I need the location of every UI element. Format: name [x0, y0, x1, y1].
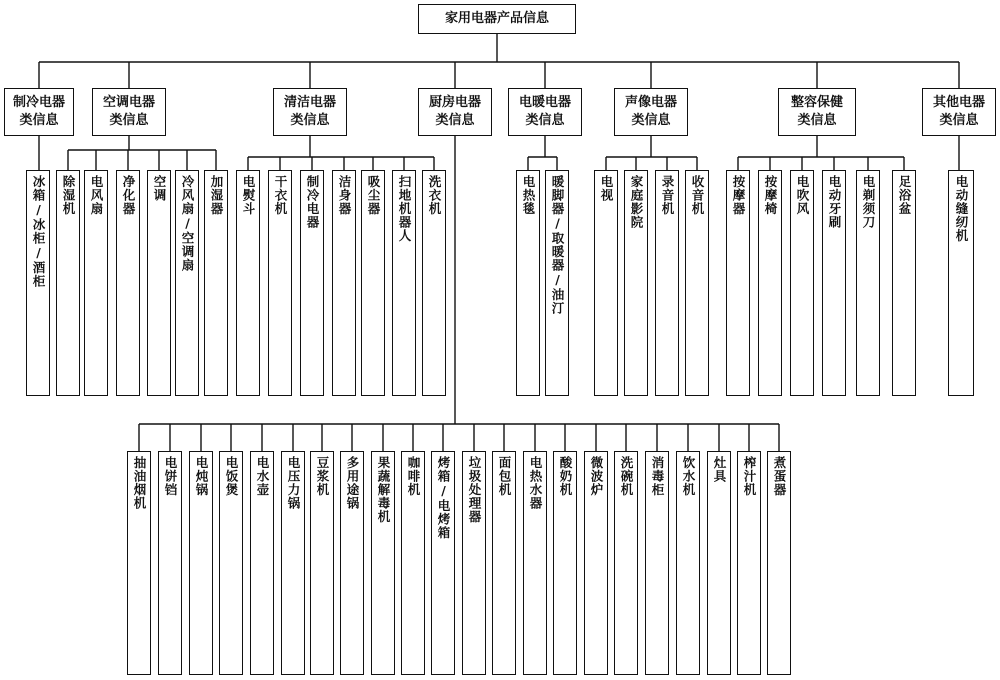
leaf-label: 电热毯: [521, 175, 536, 216]
leaf-label: 录音机: [660, 175, 675, 216]
leaf-aircon-item: [84, 170, 108, 396]
category-other: [922, 88, 996, 136]
leaf-label: 冰箱/冰柜/酒柜: [31, 175, 46, 288]
leaf-label: 电饼铛: [163, 456, 178, 497]
leaf-aircon-item: [116, 170, 140, 396]
leaf-label: 收音机: [690, 175, 705, 216]
leaf-label: 咖啡机: [406, 456, 421, 497]
leaf-care-item: [856, 170, 880, 396]
leaf-label: 电动牙刷: [827, 175, 842, 229]
leaf-heating-item: [545, 170, 569, 396]
leaf-label: 电水壶: [255, 456, 270, 497]
category-kitchen: [418, 88, 492, 136]
leaf-label: 电炖锅: [194, 456, 209, 497]
leaf-audio-item: [624, 170, 648, 396]
leaf-kitchen-item: [737, 451, 761, 675]
leaf-audio-item: [655, 170, 679, 396]
leaf-other-item: [948, 170, 974, 396]
leaf-audio-item: [685, 170, 709, 396]
category-label-line: 制冷电器: [12, 95, 65, 110]
leaf-label: 烤箱/电烤箱: [436, 456, 451, 540]
category-label-line: 类信息: [797, 113, 837, 128]
leaf-label: 洗碗机: [619, 456, 634, 497]
category-heating: [508, 88, 582, 136]
leaf-aircon-item: [204, 170, 228, 396]
leaf-label: 电动缝纫机: [954, 175, 969, 243]
leaf-kitchen-item: [584, 451, 608, 675]
leaf-label: 酸奶机: [558, 456, 573, 497]
category-cleaning: [273, 88, 347, 136]
leaf-label: 煮蛋器: [772, 456, 787, 497]
leaf-label: 榨汁机: [742, 456, 757, 497]
leaf-kitchen-item: [645, 451, 669, 675]
leaf-label: 除湿机: [61, 175, 76, 216]
category-label-line: 空调电器: [102, 95, 155, 110]
leaf-care-item: [822, 170, 846, 396]
leaf-kitchen-item: [707, 451, 731, 675]
leaf-aircon-item: [175, 170, 199, 396]
leaf-kitchen-item: [492, 451, 516, 675]
leaf-label: 足浴盆: [897, 175, 912, 216]
leaf-label: 暖脚器/取暖器/油汀: [550, 175, 565, 315]
leaf-heating-item: [516, 170, 540, 396]
leaf-cooling-item: [26, 170, 50, 396]
leaf-label: 微波炉: [589, 456, 604, 497]
leaf-cleaning-item: [300, 170, 324, 396]
leaf-kitchen-item: [310, 451, 334, 675]
category-label-line: 类信息: [19, 113, 59, 128]
category-label-line: 类信息: [109, 113, 149, 128]
leaf-label: 电熨斗: [241, 175, 256, 216]
leaf-label: 加湿器: [209, 175, 224, 216]
leaf-care-item: [892, 170, 916, 396]
leaf-label: 按摩椅: [763, 175, 778, 216]
leaf-kitchen-item: [614, 451, 638, 675]
leaf-kitchen-item: [281, 451, 305, 675]
leaf-label: 洗衣机: [427, 175, 442, 216]
leaf-kitchen-item: [676, 451, 700, 675]
leaf-kitchen-item: [371, 451, 395, 675]
category-label-line: 类信息: [939, 113, 979, 128]
leaf-care-item: [790, 170, 814, 396]
category-label-line: 其他电器: [932, 95, 985, 110]
leaf-care-item: [758, 170, 782, 396]
leaf-label: 扫地机器人: [397, 175, 412, 243]
leaf-label: 洁身器: [337, 175, 352, 216]
leaf-label: 电风扇: [89, 175, 104, 216]
leaf-kitchen-item: [127, 451, 151, 675]
category-aircon: [92, 88, 166, 136]
category-label-line: 清洁电器: [283, 95, 336, 110]
category-label-line: 类信息: [525, 113, 565, 128]
leaf-label: 电压力锅: [286, 456, 301, 510]
category-audio: [614, 88, 688, 136]
category-care: [778, 88, 856, 136]
leaf-kitchen-item: [431, 451, 455, 675]
leaf-label: 净化器: [121, 175, 136, 216]
leaf-kitchen-item: [158, 451, 182, 675]
leaf-aircon-item: [147, 170, 171, 396]
leaf-kitchen-item: [767, 451, 791, 675]
leaf-label: 灶具: [712, 456, 727, 483]
leaf-label: 按摩器: [731, 175, 746, 216]
category-label-line: 整容保健: [790, 95, 843, 110]
leaf-cleaning-item: [422, 170, 446, 396]
leaf-kitchen-item: [462, 451, 486, 675]
leaf-cleaning-item: [268, 170, 292, 396]
leaf-cleaning-item: [392, 170, 416, 396]
root-label: 家用电器产品信息: [444, 11, 549, 26]
leaf-label: 制冷电器: [305, 175, 320, 229]
leaf-kitchen-item: [553, 451, 577, 675]
leaf-care-item: [726, 170, 750, 396]
leaf-label: 电热水器: [528, 456, 543, 510]
category-label-line: 类信息: [631, 113, 671, 128]
root-node: [418, 4, 576, 34]
leaf-aircon-item: [56, 170, 80, 396]
category-cooling: [4, 88, 74, 136]
leaf-cleaning-item: [361, 170, 385, 396]
category-label-line: 声像电器: [624, 95, 677, 110]
leaf-kitchen-item: [401, 451, 425, 675]
leaf-label: 干衣机: [273, 175, 288, 216]
category-label-line: 类信息: [290, 113, 330, 128]
leaf-label: 垃圾处理器: [467, 456, 482, 524]
leaf-kitchen-item: [340, 451, 364, 675]
category-label-line: 类信息: [435, 113, 475, 128]
leaf-label: 冷风扇/空调扇: [180, 175, 195, 272]
category-label-line: 厨房电器: [428, 95, 481, 110]
leaf-kitchen-item: [250, 451, 274, 675]
leaf-label: 电饭煲: [224, 456, 239, 497]
leaf-kitchen-item: [523, 451, 547, 675]
leaf-kitchen-item: [219, 451, 243, 675]
category-label-line: 电暖电器: [518, 95, 571, 110]
leaf-label: 电吹风: [795, 175, 810, 216]
leaf-label: 面包机: [497, 456, 512, 497]
leaf-kitchen-item: [189, 451, 213, 675]
leaf-label: 电剃须刀: [861, 175, 876, 229]
leaf-cleaning-item: [236, 170, 260, 396]
leaf-audio-item: [594, 170, 618, 396]
leaf-label: 饮水机: [681, 456, 696, 497]
leaf-label: 豆浆机: [315, 456, 330, 497]
leaf-label: 家庭影院: [629, 175, 644, 229]
leaf-cleaning-item: [332, 170, 356, 396]
leaf-label: 多用途锅: [345, 456, 360, 510]
leaf-label: 消毒柜: [650, 456, 665, 497]
leaf-label: 空调: [152, 175, 167, 202]
leaf-label: 抽油烟机: [132, 456, 147, 510]
leaf-label: 吸尘器: [366, 175, 381, 216]
leaf-label: 电视: [599, 175, 614, 202]
leaf-label: 果蔬解毒机: [376, 456, 391, 524]
